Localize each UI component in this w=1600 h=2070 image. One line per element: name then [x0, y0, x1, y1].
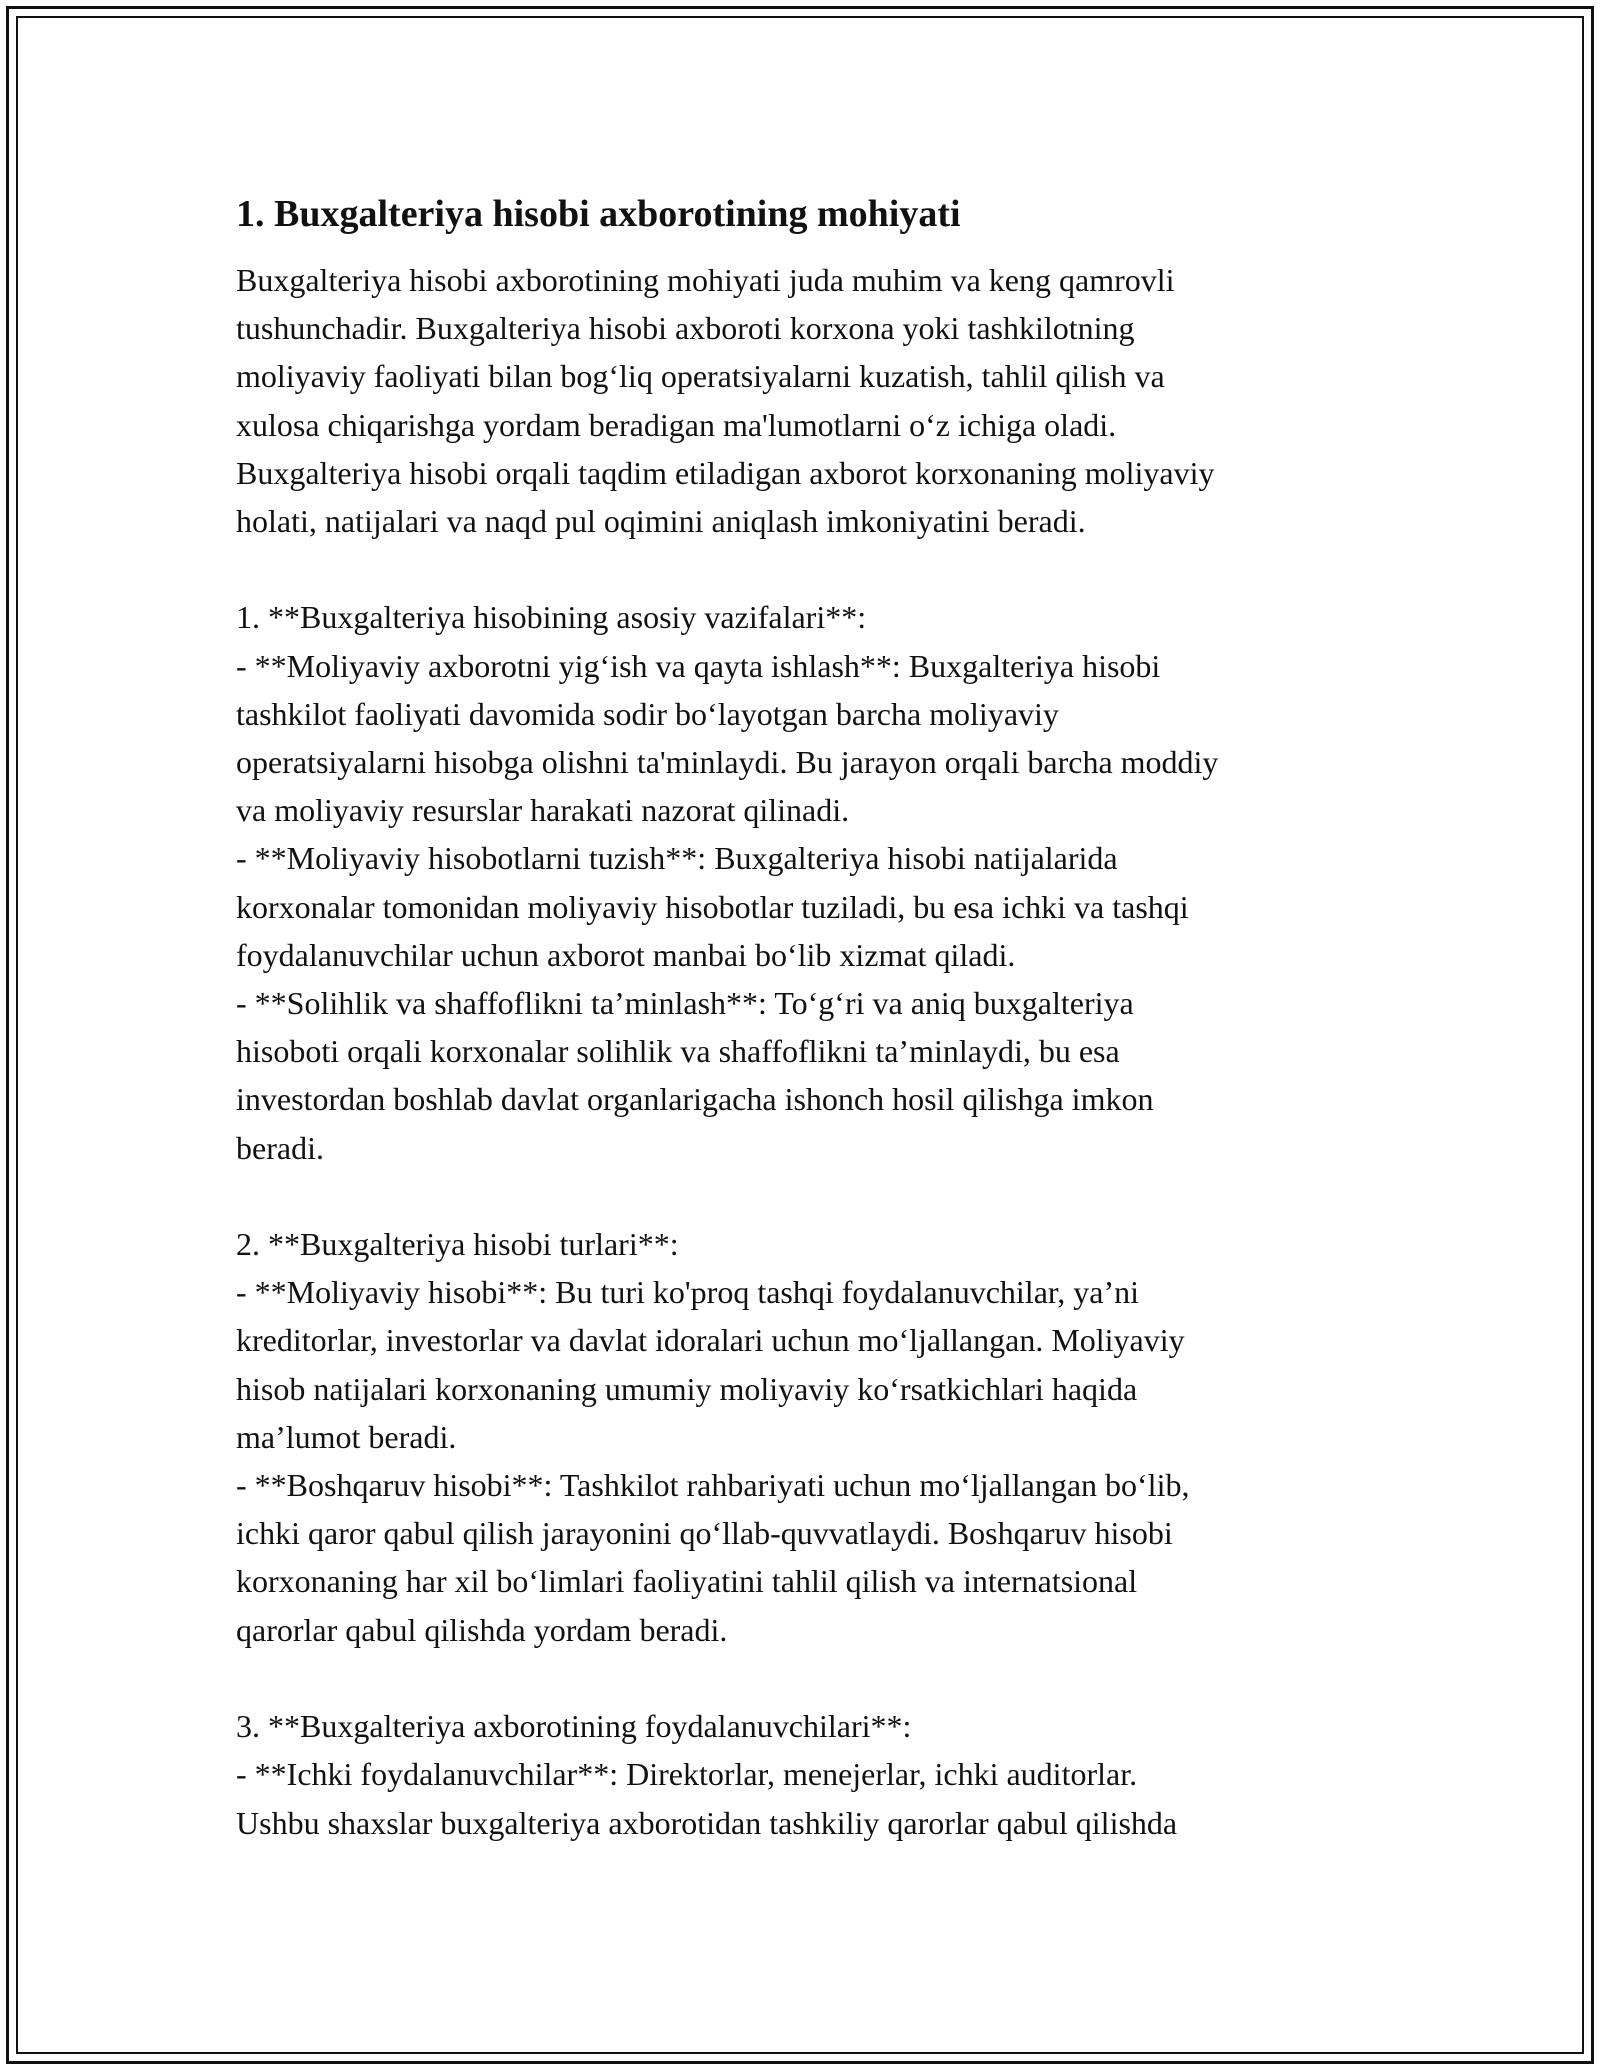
document-content	[236, 186, 1376, 1847]
document-body-text: Buxgalteriya hisobi axborotining mohiyati juda muhim va keng qamrovli tushunchadir. Buxgalteriya hisobi axboroti korxona yoki tashkilotning moliyaviy faoliyati bilan bog‘liq operatsiyalarni kuzatish, tahlil qilish va xulosa chiqarishga yordam beradigan ma'lumotlarni o‘z ichiga oladi. Buxgalteriya hisobi orqali taqdim etiladigan axborot korxonaning moliyaviy holati, natijalari va naqd pul oqimini aniqlash imkoniyatini beradi. 1. **Buxgalteriya hisobining asosiy vazifalari**: - **Moliyaviy axborotni yig‘ish va qayta ishlash**: Buxgalteriya hisobi tashkilot faoliyati davomida sodir bo‘layotgan barcha moliyaviy operatsiyalarni hisobga olishni ta'minlaydi. Bu jarayon orqali barcha moddiy va moliyaviy resurslar harakati nazorat qilinadi. - **Moliyaviy hisobotlarni tuzish**: Buxgalteriya hisobi natijalarida korxonalar tomonidan moliyaviy hisobotlar tuziladi, bu esa ichki va tashqi foydalanuvchilar uchun axborot manbai bo‘lib xizmat qiladi. - **Solihlik va shaffoflikni ta’minlash**: To‘g‘ri va aniq buxgalteriya hisoboti orqali korxonalar solihlik va shaffoflikni ta’minlaydi, bu esa investordan boshlab davlat organlarigacha ishonch hosil qilishga imkon beradi. 2. **Buxgalteriya hisobi turlari**: - **Moliyaviy hisobi**: Bu turi ko'proq tashqi foydalanuvchilar, ya’ni kreditorlar, investorlar va davlat idoralari uchun mo‘ljallangan. Moliyaviy hisob natijalari korxonaning umumiy moliyaviy ko‘rsatkichlari haqida ma’lumot beradi. - **Boshqaruv hisobi**: Tashkilot rahbariyati uchun mo‘ljallangan bo‘lib, ichki qaror qabul qilish jarayonini qo‘llab-quvvatlaydi. Boshqaruv hisobi korxonaning har xil bo‘limlari faoliyatini tahlil qilish va internatsional qarorlar qabul qilishda yordam beradi. 3. **Buxgalteriya axborotining foydalanuvchilari**: - **Ichki foydalanuvchilar**: Direktorlar, menejerlar, ichki auditorlar. Ushbu shaxslar buxgalteriya axborotidan tashkiliy qarorlar qabul qilishda	[236, 262, 1219, 1841]
section-heading: 1. Buxgalteriya hisobi axborotining mohiyati	[236, 193, 961, 235]
